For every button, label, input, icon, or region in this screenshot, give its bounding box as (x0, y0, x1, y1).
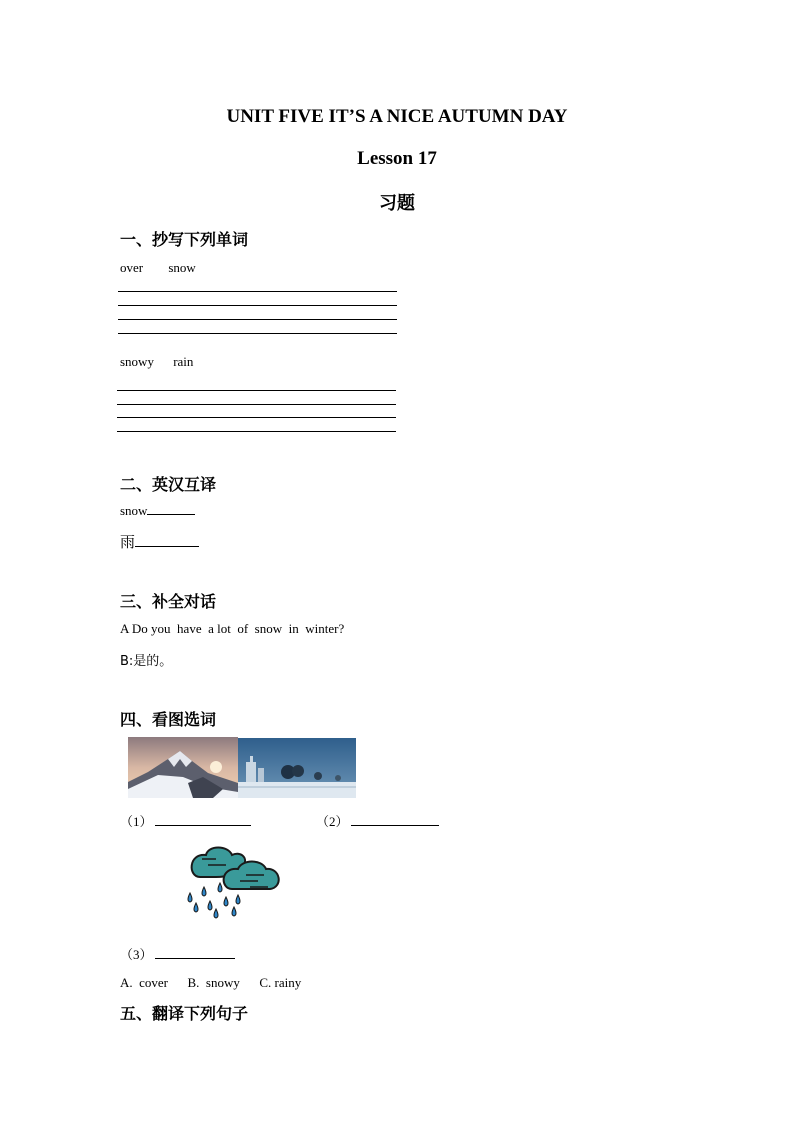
picture-answer-1 (120, 811, 251, 830)
answer-blank[interactable] (351, 824, 439, 826)
word-over: over (120, 260, 144, 275)
picture-answer-3 (120, 944, 235, 963)
section4-heading: 四、看图选词 (120, 710, 217, 729)
word-group-2 (120, 354, 215, 370)
answer-label-2: （2） (316, 814, 349, 829)
answer-blank[interactable] (135, 545, 199, 547)
copy-line (117, 417, 396, 418)
section1-heading: 一、抄写下列单词 (120, 230, 249, 249)
copy-line (118, 319, 397, 320)
lesson-title: Lesson 17 (357, 148, 437, 169)
snow-mountain-picture (128, 737, 238, 798)
answer-blank[interactable] (147, 513, 195, 515)
dialogue-line-a: A Do you have a lot of snow in winter? (120, 621, 345, 636)
answer-blank[interactable] (155, 824, 251, 826)
section5-heading: 五、翻译下列句子 (120, 1004, 249, 1023)
picture-answer-2 (316, 811, 439, 830)
word-group-1 (120, 260, 218, 276)
answer-label-1: （1） (120, 814, 153, 829)
word-rain: rain (173, 354, 194, 369)
word-snowy: snowy (120, 354, 154, 369)
dialogue-line-b: B:是的。 (120, 654, 173, 669)
copy-line (117, 390, 396, 391)
word-snow: snow (168, 260, 196, 275)
translate-item-1 (120, 503, 195, 519)
unit-title: UNIT FIVE IT’S A NICE AUTUMN DAY (226, 106, 568, 127)
word-options: A. cover B. snowy C. rainy (120, 975, 302, 990)
answer-blank[interactable] (155, 957, 235, 959)
translate-item-2 (120, 531, 199, 552)
exercise-title: 习题 (379, 193, 415, 214)
translate-word-rain: 雨 (120, 533, 136, 551)
copy-line (117, 431, 396, 432)
copy-line (118, 305, 397, 306)
section3-heading: 三、补全对话 (120, 592, 217, 611)
copy-line (117, 404, 396, 405)
section2-heading: 二、英汉互译 (120, 475, 217, 494)
snow-town-picture (238, 738, 356, 798)
rain-cloud-icon (180, 843, 286, 919)
answer-label-3: （3） (120, 947, 153, 962)
copy-line (118, 291, 397, 292)
copy-line (118, 333, 397, 334)
translate-word-snow: snow (120, 503, 148, 518)
